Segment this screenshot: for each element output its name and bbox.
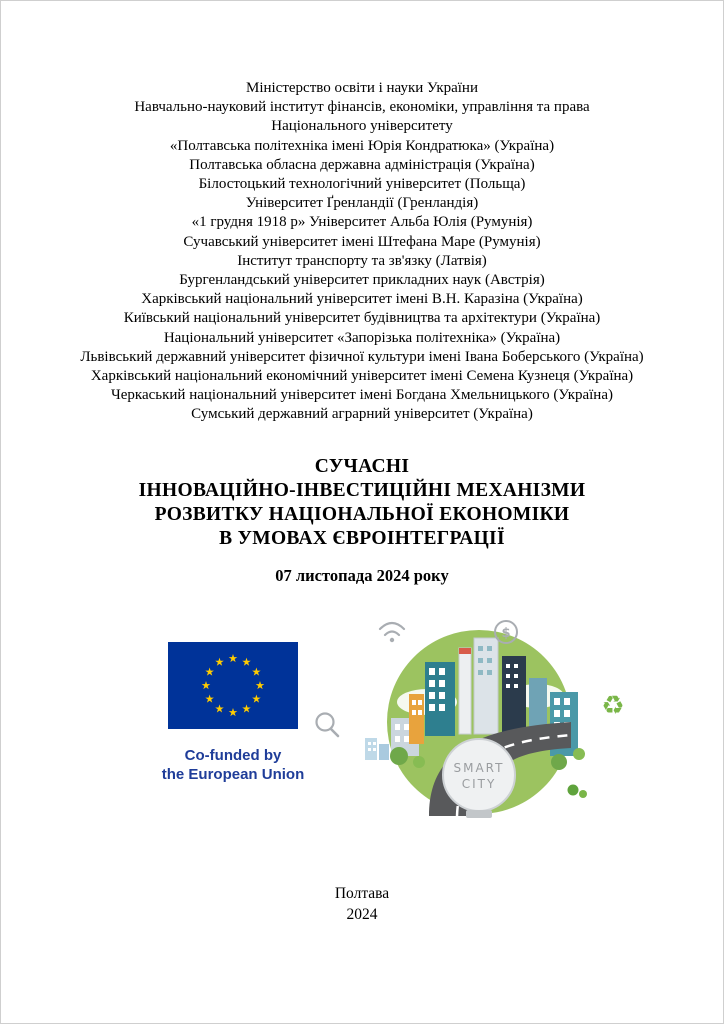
institution-line: Сумський державний аграрний університет (Україна) (191, 406, 533, 423)
conference-title-line: РОЗВИТКУ НАЦІОНАЛЬНОЇ ЕКОНОМІКИ (154, 503, 570, 525)
imprint-city: Полтава (334, 885, 390, 902)
conference-date: 07 листопада 2024 року (275, 565, 449, 585)
institution-line: Національного університету (271, 118, 453, 135)
smart-city-illustration (309, 610, 654, 822)
svg-text:$: $ (501, 625, 511, 641)
institution-line: Бургенландський університет прикладних наук (Австрія) (179, 272, 545, 289)
institution-line: Університет Ґренландії (Гренландія) (245, 195, 479, 212)
eu-funding-label (153, 746, 313, 784)
conference-title-line: СУЧАСНІ (314, 455, 410, 477)
conference-title-line: В УМОВАХ ЄВРОІНТЕГРАЦІЇ (219, 527, 505, 549)
eu-funding-label-line1: Co-funded by (184, 746, 282, 764)
institution-line: Міністерство освіти і науки України (245, 80, 478, 96)
bulb-text-line2: CITY (461, 776, 497, 791)
smart-city-block (309, 610, 654, 827)
logos-row (1, 610, 723, 835)
eu-funding-block (153, 642, 313, 784)
bulb-text-line1: SMART (453, 760, 505, 775)
institution-line: Київський національний університет будівництва та архітектури (Україна) (123, 310, 601, 327)
bush-icons (568, 784, 588, 798)
institution-line: Харківський національний університет імені В.Н. Каразіна (Україна) (141, 291, 583, 308)
dollar-icon (495, 621, 517, 643)
institution-line: Білостоцький технологічний університет (Польща) (198, 176, 526, 193)
institution-line: Національний університет «Запорізька політехніка» (Україна) (163, 329, 561, 346)
institution-list (1, 1, 723, 425)
institution-line: Інститут транспорту та зв'язку (Латвія) (237, 252, 487, 269)
institution-line: Черкаський національний університет імені Богдана Хмельницького (Україна) (110, 387, 613, 404)
eu-flag-icon (168, 642, 298, 729)
institution-line: Львівський державний університет фізичної культури імені Івана Боберського (Україна) (80, 348, 644, 365)
institution-line: «1 грудня 1918 р» Університет Альба Юлія (Румунія) (191, 214, 533, 231)
imprint (1, 883, 723, 925)
institution-line: «Полтавська політехніка імені Юрія Кондратюка» (Україна) (169, 137, 555, 154)
institution-line: Полтавська обласна державна адміністрація (Україна) (189, 156, 535, 173)
wifi-icon (380, 623, 404, 642)
eu-funding-label-line2: the European Union (161, 765, 305, 783)
conference-title-line: ІННОВАЦІЙНО-ІНВЕСТИЦІЙНІ МЕХАНІЗМИ (138, 479, 586, 501)
conference-title (1, 455, 723, 551)
institution-line: Сучавський університет імені Штефана Маре (Румунія) (183, 233, 541, 250)
recycle-icon: ♻ (601, 690, 625, 721)
imprint-year: 2024 (346, 906, 378, 923)
institution-line: Харківський національний економічний університет імені Семена Кузнеця (Україна) (90, 368, 634, 385)
institution-line: Навчально-науковий інститут фінансів, економіки, управління та права (134, 99, 590, 116)
small-buildings-icon (365, 738, 389, 760)
magnifier-icon (317, 713, 339, 736)
